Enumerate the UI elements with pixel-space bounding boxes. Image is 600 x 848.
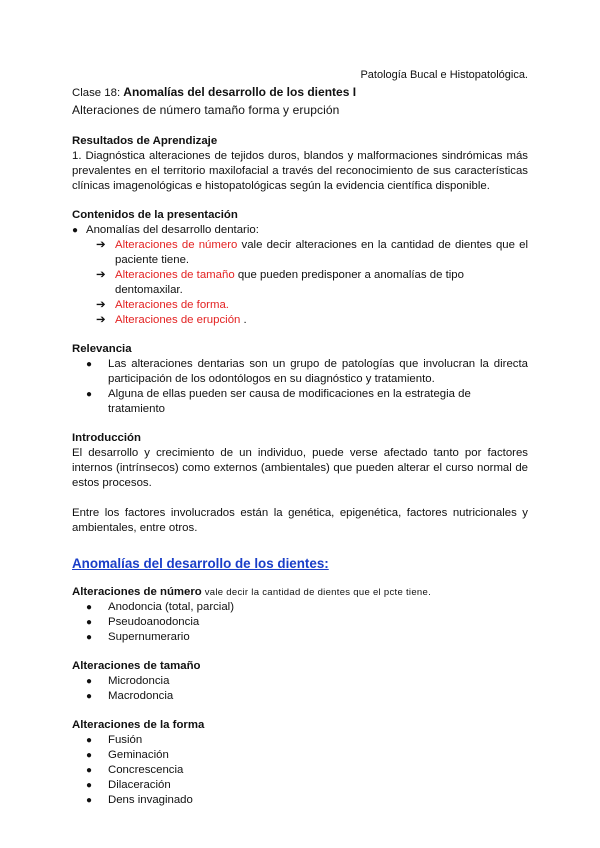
- forma-list: [72, 733, 528, 808]
- list-item: [72, 615, 528, 630]
- topic-description: .: [240, 314, 247, 326]
- class-title-line: [72, 85, 528, 101]
- list-item: [72, 238, 528, 268]
- course-header: Patología Bucal e Histopatológica.: [360, 69, 528, 81]
- arrow-icon: ➔: [96, 299, 106, 311]
- relevancia-section: [72, 342, 528, 417]
- arrow-icon: ➔: [96, 269, 106, 281]
- numero-list: [72, 600, 528, 645]
- bullet-icon: ●: [86, 389, 93, 400]
- tamano-section: [72, 659, 528, 704]
- bullet-icon: ●: [86, 602, 93, 613]
- contenidos-sublist: [72, 238, 528, 328]
- resultados-section: [72, 134, 528, 194]
- list-item-text: Supernumerario: [108, 631, 190, 643]
- list-item: [72, 763, 528, 778]
- list-item-text: Geminación: [108, 749, 169, 761]
- relevancia-heading: Relevancia: [72, 343, 132, 355]
- list-item-text: Microdoncia: [108, 675, 170, 687]
- list-item: [72, 778, 528, 793]
- bullet-icon: ●: [86, 676, 93, 687]
- list-item: [72, 630, 528, 645]
- list-item-text: Dens invaginado: [108, 794, 193, 806]
- list-item: [72, 357, 528, 387]
- contenidos-section: [72, 208, 528, 328]
- list-item: [72, 689, 528, 704]
- contenidos-heading: Contenidos de la presentación: [72, 209, 238, 221]
- introduccion-heading: Introducción: [72, 432, 141, 444]
- class-subtitle: Alteraciones de número tamaño forma y erupción: [72, 103, 340, 117]
- list-item-text: Alguna de ellas pueden ser causa de modificaciones en la estrategia de tratamiento: [108, 388, 471, 415]
- list-item: [72, 600, 528, 615]
- contenidos-list: [72, 223, 528, 238]
- topic-description: vale decir alteraciones en la cantidad de dientes que el paciente tiene.: [115, 239, 528, 266]
- red-topic: Alteraciones de forma.: [115, 299, 229, 311]
- anomalias-heading: Anomalías del desarrollo de los dientes:: [72, 556, 329, 571]
- list-item: [72, 268, 528, 298]
- introduccion-paragraph-1: El desarrollo y crecimiento de un individuo, puede verse afectado tanto por factores internos (intrínsecos) como externos (ambientales) que pueden alterar el curso normal de estos procesos.: [72, 447, 528, 489]
- list-item: [72, 733, 528, 748]
- numero-note: vale decir la cantidad de dientes que el pcte tiene.: [201, 587, 432, 598]
- class-title: Anomalías del desarrollo de los dientes I: [123, 85, 357, 99]
- bullet-icon: ●: [86, 359, 93, 370]
- bullet-icon: ●: [86, 735, 93, 746]
- red-topic: Alteraciones de erupción: [115, 314, 241, 326]
- bullet-icon: ●: [86, 795, 93, 806]
- topic-description: que pueden predisponer a anomalías de tipo dentomaxilar.: [115, 269, 464, 296]
- list-item-text: Fusión: [108, 734, 143, 746]
- arrow-icon: ➔: [96, 239, 106, 251]
- introduccion-paragraph-2: Entre los factores involucrados están la genética, epigenética, factores nutricionales y ambientales, entre otros.: [72, 507, 528, 534]
- list-item: [72, 793, 528, 808]
- bullet-icon: ●: [86, 750, 93, 761]
- bullet-icon: ●: [86, 632, 93, 643]
- list-item-text: Dilaceración: [108, 779, 171, 791]
- bullet-icon: ●: [86, 765, 93, 776]
- list-item: [72, 223, 528, 238]
- bullet-icon: ●: [86, 780, 93, 791]
- relevancia-list: [72, 357, 528, 417]
- list-item: [72, 387, 528, 417]
- list-item-text: Las alteraciones dentarias son un grupo de patologías que involucran la directa participación de los odontólogos en su diagnóstico y tratamiento.: [108, 358, 528, 385]
- forma-heading: Alteraciones de la forma: [72, 719, 205, 731]
- list-item: [72, 748, 528, 763]
- forma-section: [72, 718, 528, 808]
- list-item: [72, 674, 528, 689]
- introduccion-section: [72, 431, 528, 536]
- list-item: [72, 298, 528, 313]
- arrow-icon: ➔: [96, 314, 106, 326]
- tamano-heading: Alteraciones de tamaño: [72, 660, 201, 672]
- numero-heading: Alteraciones de número: [72, 586, 202, 598]
- red-topic: Alteraciones de tamaño: [115, 269, 235, 281]
- bullet-icon: ●: [86, 617, 93, 628]
- list-item-text: Concrescencia: [108, 764, 184, 776]
- list-item-text: Anodoncia (total, parcial): [108, 601, 234, 613]
- document-page: [72, 68, 528, 808]
- red-topic: Alteraciones de número: [115, 239, 238, 251]
- list-item: [72, 313, 528, 328]
- tamano-list: [72, 674, 528, 704]
- class-number: Clase 18:: [72, 87, 121, 99]
- bullet-icon: ●: [72, 225, 79, 236]
- contenidos-bullet-text: Anomalías del desarrollo dentario:: [86, 224, 259, 236]
- list-item-text: Pseudoanodoncia: [108, 616, 200, 628]
- numero-section: [72, 585, 528, 645]
- list-item-text: Macrodoncia: [108, 690, 174, 702]
- bullet-icon: ●: [86, 691, 93, 702]
- resultados-heading: Resultados de Aprendizaje: [72, 135, 218, 147]
- resultados-text: 1. Diagnóstica alteraciones de tejidos duros, blandos y malformaciones sindrómicas más prevalentes en el territorio maxilofacial a través del reconocimiento de sus características clínicas imagenológicas e histopatológicas según la evidencia científica disponible.: [72, 150, 528, 192]
